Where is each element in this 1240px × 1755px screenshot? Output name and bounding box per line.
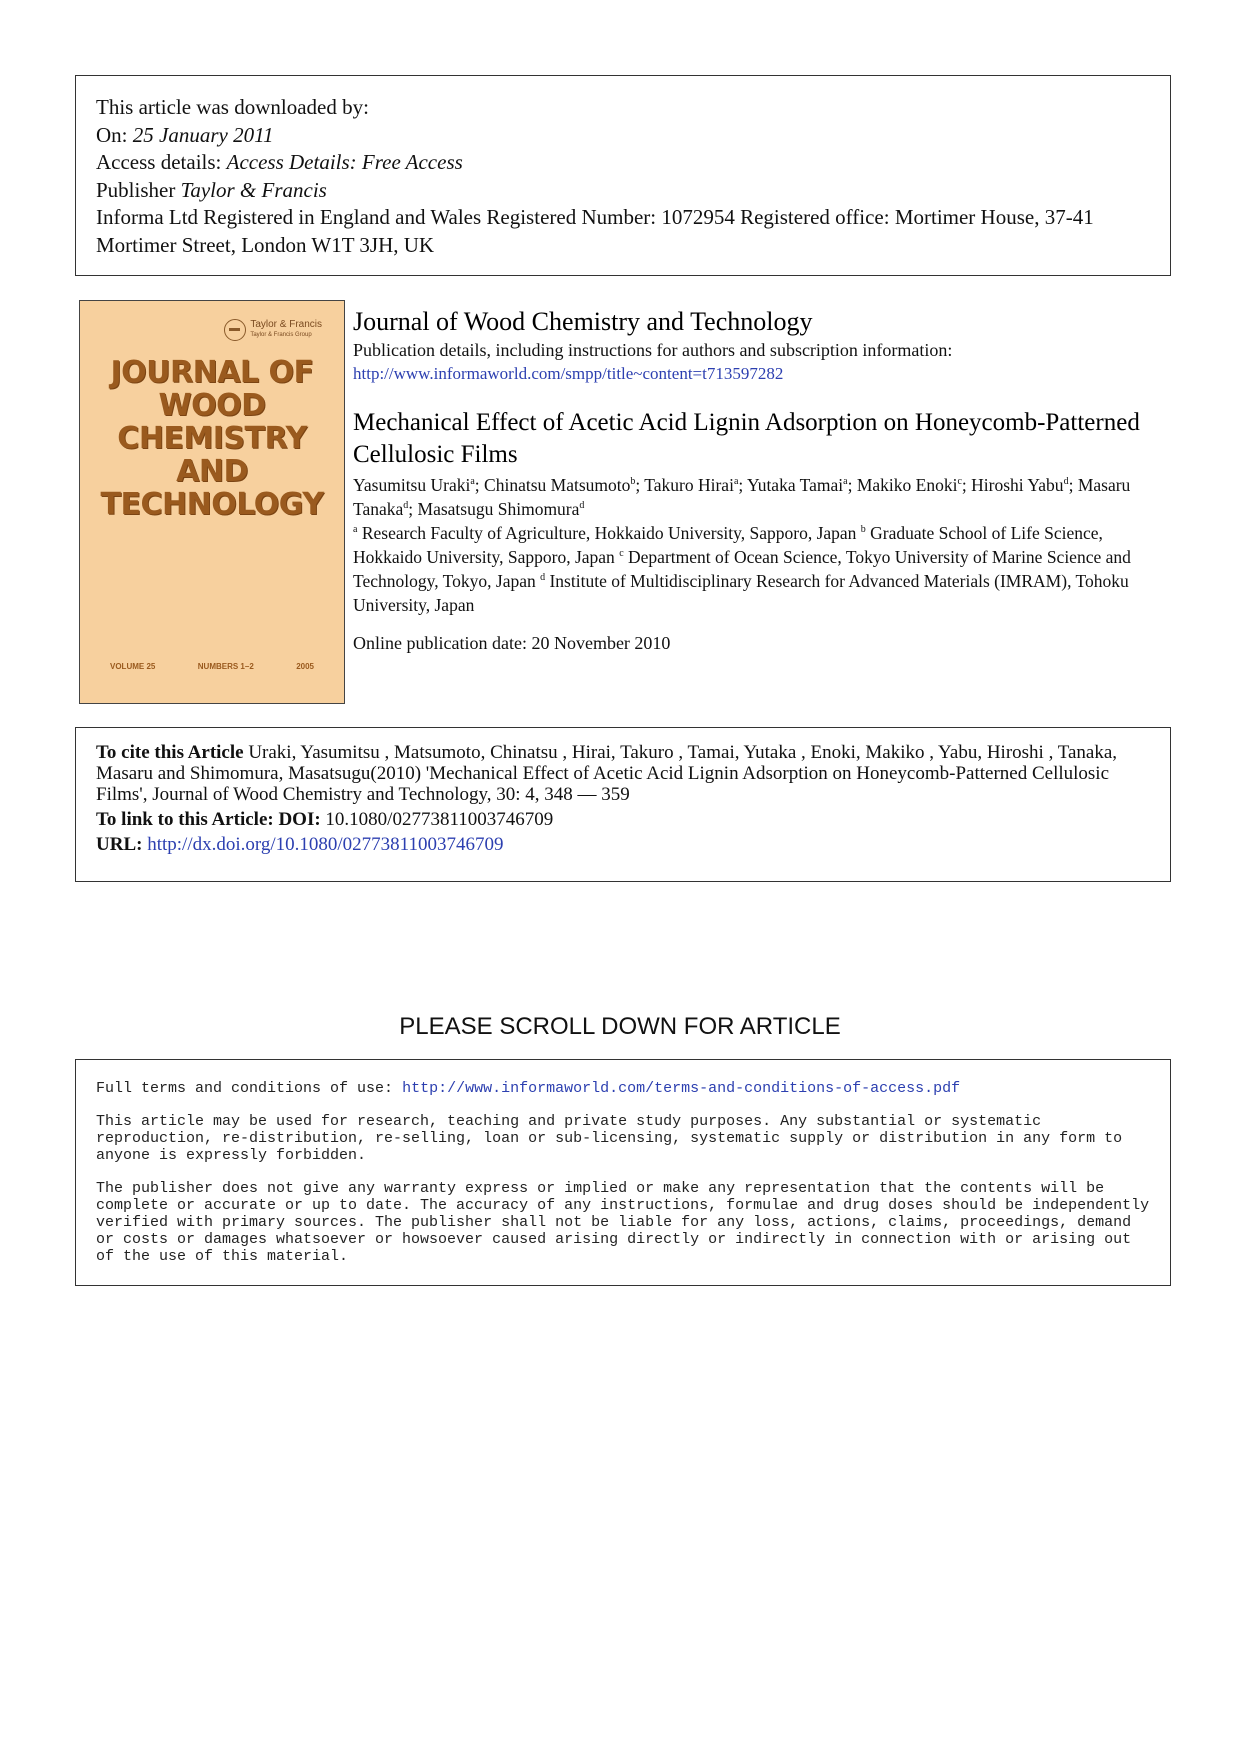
- cover-title: [80, 356, 344, 521]
- logo-subtext: Taylor & Francis Group: [250, 332, 312, 338]
- downloaded-by-line: This article was downloaded by:: [96, 95, 369, 119]
- cover-footer: [110, 662, 314, 671]
- author: Hiroshi Yabu$^d$;: [971, 475, 1078, 495]
- journal-url-link[interactable]: http://www.informaworld.com/smpp/title~content=t713597282: [353, 364, 784, 383]
- download-date-label: On:: [96, 122, 128, 147]
- journal-cover-image: [79, 300, 345, 704]
- cover-title-line: AND: [176, 454, 248, 489]
- terms-line: [96, 1080, 1150, 1097]
- access-details-label: Access details:: [96, 150, 222, 174]
- affiliation: $^c$ Department of Ocean Science, Tokyo University of Marine Science and Technology, Tokyo, Japan: [353, 547, 1131, 591]
- doi-label: To link to this Article: DOI:: [96, 809, 321, 830]
- citation-box: [75, 727, 1171, 882]
- article-title: Mechanical Effect of Acetic Acid Lignin Adsorption on Honeycomb-Patterned Cellulosic Films: [353, 409, 1140, 468]
- online-publication-date: Online publication date: 20 November 2010: [353, 633, 671, 653]
- doi-url-link[interactable]: http://dx.doi.org/10.1080/02773811003746709: [147, 834, 504, 855]
- doi-row: [96, 809, 1150, 830]
- author-list: [353, 473, 1173, 521]
- cover-title-line: TECHNOLOGY: [100, 487, 324, 522]
- journal-title: Journal of Wood Chemistry and Technology: [353, 307, 813, 336]
- publisher-logo-icon: [224, 319, 246, 341]
- article-info: [353, 305, 1173, 655]
- author: Chinatsu Matsumoto$^b$;: [484, 475, 645, 495]
- scroll-down-message: PLEASE SCROLL DOWN FOR ARTICLE: [399, 1013, 841, 1040]
- logo-text: Taylor & Francis: [250, 319, 322, 330]
- registered-office-text: Informa Ltd Registered in England and Wales Registered Number: 1072954 Registered office: Mortimer House, 37-41 Mortimer Street, London W1T 3JH, UK: [96, 205, 1094, 257]
- affiliation: $^d$ Institute of Multidisciplinary Research for Advanced Materials (IMRAM), Tohoku University, Japan: [353, 571, 1129, 615]
- terms-box: [75, 1059, 1171, 1286]
- author: Makiko Enoki$^c$;: [856, 475, 972, 495]
- url-row: [96, 834, 1150, 855]
- author: Yutaka Tamai$^a$;: [747, 475, 857, 495]
- download-date-value: 25 January 2011: [132, 122, 274, 147]
- download-info-box: [75, 75, 1171, 276]
- cover-numbers: NUMBERS 1–2: [197, 662, 254, 671]
- cite-label: To cite this Article: [96, 742, 244, 763]
- cover-title-line: CHEMISTRY: [117, 421, 307, 456]
- cover-year: 2005: [296, 662, 314, 671]
- publisher-line: [96, 177, 1150, 205]
- access-details-value: Access Details: Free Access: [226, 150, 463, 174]
- cover-volume: VOLUME 25: [110, 662, 156, 671]
- publisher-value: Taylor & Francis: [180, 177, 327, 202]
- cover-title-line: JOURNAL OF: [110, 355, 314, 390]
- terms-paragraph-usage: This article may be used for research, teaching and private study purposes. Any substantial or systematic reproduction, re-distribution, re-selling, loan or sub-licensing, systematic supply or distribution in any form to anyone is expressly forbidden.: [96, 1113, 1123, 1164]
- cite-this-article: [96, 742, 1150, 805]
- doi-value: 10.1080/02773811003746709: [325, 809, 554, 830]
- affiliations: [353, 521, 1173, 617]
- access-details-line: [96, 149, 1150, 177]
- download-date-line: [96, 122, 1150, 150]
- cite-text: Uraki, Yasumitsu , Matsumoto, Chinatsu , Hirai, Takuro , Tamai, Yutaka , Enoki, Makiko , Yabu, Hiroshi , Tanaka, Masaru and Shimomura, Masatsugu(2010) 'Mechanical Effect of Acetic Acid Lignin Adsorption on Honeycomb-Patterned Cellulosic Films', Journal of Wood Chemistry and Technology, 30: 4, 348 — 359: [96, 742, 1118, 805]
- author: Takuro Hirai$^a$;: [644, 475, 747, 495]
- url-label: URL:: [96, 834, 143, 855]
- author: Masatsugu Shimomura$^d$: [417, 499, 585, 519]
- publisher-logo: [224, 319, 322, 341]
- publisher-label: Publisher: [96, 177, 176, 202]
- author: Masaru Tanaka$^d$;: [353, 475, 1131, 519]
- terms-label: Full terms and conditions of use:: [96, 1080, 394, 1097]
- terms-paragraph-disclaimer: The publisher does not give any warranty express or implied or make any representation that the contents will be complete or accurate or up to date. The accuracy of any instructions, formulae and drug doses should be independently verified with primary sources. The publisher shall not be liable for any loss, actions, claims, proceedings, demand or costs or damages whatsoever or howsoever caused arising directly or indirectly in connection with or arising out of the use of this material.: [96, 1180, 1150, 1265]
- publication-details: Publication details, including instructions for authors and subscription information:: [353, 340, 953, 360]
- affiliation: $^a$ Research Faculty of Agriculture, Hokkaido University, Sapporo, Japan: [353, 523, 857, 543]
- terms-url-link[interactable]: http://www.informaworld.com/terms-and-conditions-of-access.pdf: [402, 1080, 961, 1097]
- author: Yasumitsu Uraki$^a$;: [353, 475, 485, 495]
- cover-title-line: WOOD: [158, 388, 266, 423]
- affiliation: $^b$ Graduate School of Life Science, Hokkaido University, Sapporo, Japan: [353, 523, 1103, 567]
